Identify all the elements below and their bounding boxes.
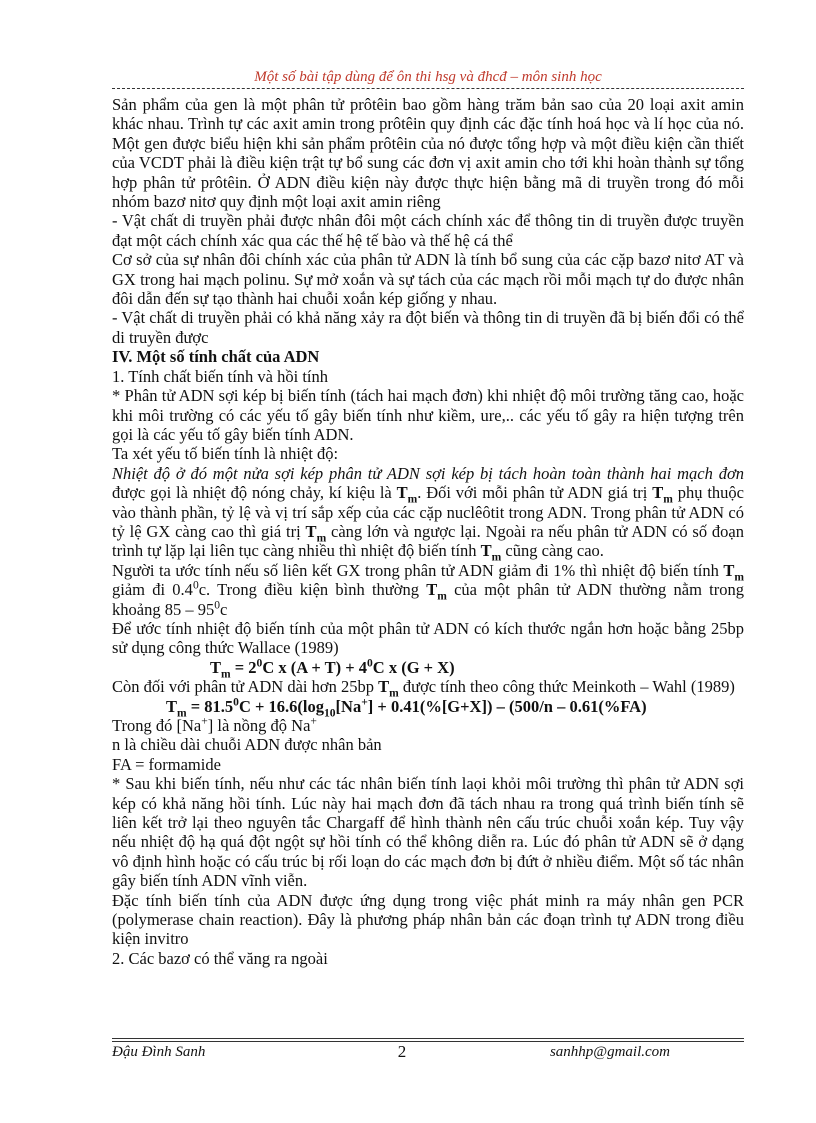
paragraph: Sản phẩm của gen là một phân tử prôtêin bao gồm hàng trăm bản sao của 20 loại axit amin khác nhau. Trình tự các axit amin trong prôtêin quy định các đặc tính hoá học và lí học của nó. Một gen được biểu hiện khi sản phẩm prôtêin của nó được tổng hợp và một điều kiện cần thiết của VCDT phải là điều kiện trật tự bổ sung các đơn vị axit amin cho tới khi hoàn thành sự tổng hợp phân tử prôtêin. Ở ADN điều kiện này được thực hiện bằng mã di truyền trong đó mỗi nhóm bazơ nitơ quy định một loại axit amin riêng: [112, 95, 744, 212]
paragraph: FA = formamide: [112, 754, 221, 774]
page-content: [112, 95, 744, 968]
header-divider: [112, 88, 744, 89]
paragraph: - Vật chất di truyền phải được nhân đôi một cách chính xác để thông tin di truyền được truyền đạt một cách chính xác qua các thế hệ tế bào và thế hệ cá thể: [112, 211, 744, 250]
footer-divider: [112, 1038, 744, 1039]
paragraph: Để ước tính nhiệt độ biến tính của một phân tử ADN có kích thước ngắn hơn hoặc bằng 25bp sử dụng công thức Wallace (1989): [112, 618, 744, 658]
footer-author: Đậu Đình Sanh: [112, 1044, 206, 1060]
subsection-heading: 1. Tính chất biến tính và hồi tính: [112, 366, 328, 386]
page-header-title: Một số bài tập dùng để ôn thi hsg và đhcđ – môn sinh học: [254, 69, 602, 85]
paragraph-na-definition: Trong đó [Na+] là nồng độ Na+: [112, 715, 317, 735]
paragraph: Cơ sở của sự nhân đôi chính xác của phân tử ADN là tính bổ sung của các cặp bazơ nitơ AT và GX trong hai mạch polinu. Sự mở xoắn và sự tách của các mạch rồi mỗi mạch tự do được nhân đôi dẫn đến sự tạo thành hai chuỗi xoắn kép giống y nhau.: [112, 250, 744, 309]
paragraph-tm-estimate: Người ta ước tính nếu số liên kết GX trong phân tử ADN giảm đi 1% thì nhiệt độ biến tính $T_m$ giảm đi $0.4^0c$. Trong điều kiện bình thường $T_m$ của một phân tử ADN thường nằm trong khoảng $85 - 95^0c$: [112, 560, 744, 619]
definition-text: Nhiệt độ ở đó một nửa sợi kép phân tử ADN sợi kép bị tách hoàn toàn thành hai mạch đơn: [112, 463, 744, 483]
paragraph-tm-definition: Nhiệt độ ở đó một nửa sợi kép phân tử ADN sợi kép bị tách hoàn toàn thành hai mạch đơn được gọi là nhiệt độ nóng chảy, kí kiệu là $T_m$. Đối với mỗi phân tử ADN giá trị $T_m$ phụ thuộc vào thành phần, tỷ lệ và vị trí sắp xếp của các cặp nuclêôtit trong ADN. Trong phân tử ADN có tỷ lệ GX càng cao thì giá trị $T_m$ càng lớn và ngược lại. Ngoài ra nếu phân tử ADN có số đoạn trình tự lặp lại liên tục càng nhiều thì nhiệt độ biến tính $T_m$ cũng càng cao.: [112, 463, 744, 564]
paragraph: n là chiều dài chuỗi ADN được nhân bản: [112, 735, 382, 755]
meinkoth-wahl-formula: $T_m = 81.5^0C + 16.6(\log_{10}[Na^+] + 0.41(\%[G+X]) - (500/n - 0.61(\%FA)$: [166, 696, 647, 719]
page-number: 2: [397, 1042, 407, 1061]
subsection-heading: 2. Các bazơ có thể văng ra ngoài: [112, 948, 328, 968]
paragraph: Ta xét yếu tố biến tính là nhiệt độ:: [112, 444, 339, 464]
paragraph: Đặc tính biến tính của ADN được ứng dụng trong việc phát minh ra máy nhân gen PCR (polymerase chain reaction). Đây là phương pháp nhân bản các đoạn trình tự ADN trong điều kiện invitro: [112, 890, 744, 949]
paragraph-meinkoth: Còn đối với phân tử ADN dài hơn 25bp $T_m$ được tính theo công thức Meinkoth – Wahl (1989): [112, 677, 735, 700]
wallace-formula: $T_m = 2^0C$ x $(A + T) + 4^0C$ x (G + X): [210, 657, 455, 681]
paragraph: - Vật chất di truyền phải có khả năng xảy ra đột biến và thông tin di truyền đã bị biến đổi có thể di truyền được: [112, 308, 744, 347]
paragraph: * Sau khi biến tính, nếu như các tác nhân biến tính laọi khỏi môi trường thì phân tử ADN sợi kép có khả năng hồi tính. Lúc này hai mạch đơn đã tách nhau ra trong quá trình biến tính sẽ liên kết trở lại theo nguyên tắc Chargaff để hình thành nên cấu trúc chuỗi xoắn kép. Tuy vậy nếu nhiệt độ hạ quá đột ngột sự hồi tính có thể không diễn ra. Lúc đó phân tử ADN sẽ ở dạng vô định hình hoặc có cấu trúc bị rối loạn do các mạch đơn bị đứt ở nhiều điểm. Một số tác nhân gây biến tính ADN vĩnh viễn.: [112, 774, 744, 891]
paragraph: * Phân tử ADN sợi kép bị biến tính (tách hai mạch đơn) khi nhiệt độ môi trường tăng cao, hoặc khi môi trường có các yếu tố gây biến tính như kiềm, ure,.. các yếu tố gây ra hiện tượng trên gọi là các yếu tố gây biến tính ADN.: [112, 386, 744, 444]
page-footer: [112, 1044, 744, 1064]
section-heading: IV. Một số tính chất của ADN: [112, 347, 320, 367]
footer-email: sanhhp@gmail.com: [549, 1044, 670, 1060]
